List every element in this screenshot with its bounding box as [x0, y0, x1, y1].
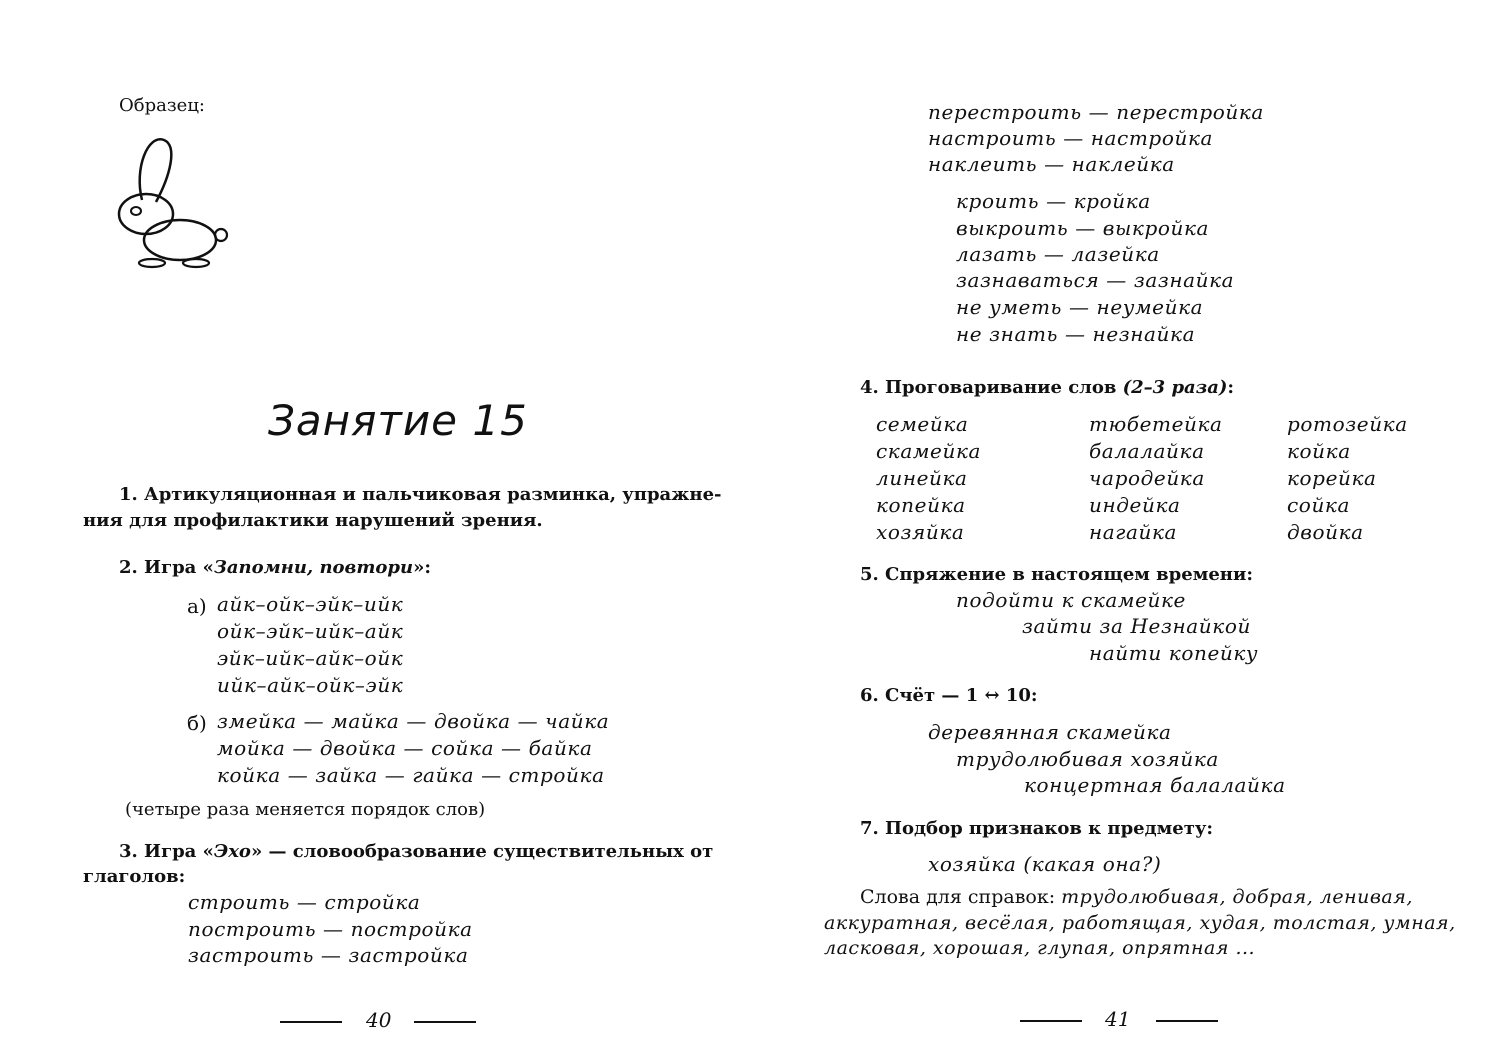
item7-ref-line1	[860, 886, 1413, 908]
word-pair: перестроить — перестройка	[928, 100, 1264, 124]
item2-prefix: 2. Игра «	[119, 557, 214, 578]
page-number: 41	[1105, 1007, 1131, 1031]
item3-suffix: » — словообразование существительных от	[250, 841, 714, 862]
item4-word: нагайка	[1089, 520, 1178, 544]
item6-line: трудолюбивая хозяйка	[956, 747, 1219, 771]
item7-ref-words: трудолюбивая, добрая, ленивая,	[1061, 886, 1413, 908]
item7-ref-line3: ласковая, хорошая, глупая, опрятная ...	[824, 937, 1256, 959]
footer-rule-right	[414, 1021, 476, 1023]
item4-word: семейка	[876, 412, 969, 436]
item5-line: подойти к скамейке	[956, 588, 1186, 612]
item4-title	[860, 377, 1234, 398]
item3-game: Эхо	[213, 841, 251, 862]
word-pair: не уметь — неумейка	[956, 295, 1204, 319]
item5-line: зайти за Незнайкой	[1022, 614, 1251, 638]
item2-b-line: змейка — майка — двойка — чайка	[217, 709, 610, 733]
word-pair: лазать — лазейка	[956, 242, 1160, 266]
item3-word: строить — стройка	[188, 890, 421, 914]
item2-suffix: »:	[413, 557, 432, 578]
item4-word: койка	[1287, 439, 1351, 463]
sample-label: Образец:	[119, 95, 205, 116]
item7-ref-label: Слова для справок:	[860, 886, 1062, 908]
lesson-title: Занятие 15	[268, 396, 528, 445]
item2-title	[119, 557, 431, 578]
item4-word: сойка	[1287, 493, 1350, 517]
item7-title: 7. Подбор признаков к предмету:	[860, 818, 1214, 839]
item4-title-italic: (2–3 раза)	[1122, 377, 1228, 398]
item6-line: деревянная скамейка	[928, 720, 1172, 744]
item1-line2: ния для профилактики нарушений зрения.	[83, 510, 543, 531]
item4-word: корейка	[1287, 466, 1377, 490]
item2-a-label: а)	[187, 594, 207, 618]
left-page	[0, 0, 744, 1045]
item4-word: линейка	[876, 466, 968, 490]
item2-a-line: ойк–эйк–ийк–айк	[217, 619, 404, 643]
rabbit-drawing	[108, 128, 238, 273]
word-pair: наклеить — наклейка	[928, 152, 1175, 176]
item7-question: хозяйка (какая она?)	[928, 852, 1162, 876]
item2-b-line: мойка — двойка — сойка — байка	[217, 736, 593, 760]
item4-word: балалайка	[1089, 439, 1205, 463]
item2-a-line: айк–ойк–эйк–ийк	[217, 592, 404, 616]
item4-word: тюбетейка	[1089, 412, 1223, 436]
item2-b-line: койка — зайка — гайка — стройка	[217, 763, 605, 787]
item1-line1: 1. Артикуляционная и пальчиковая разминка, упражне-	[119, 484, 722, 505]
item3-word: построить — постройка	[188, 917, 473, 941]
item2-b-label: б)	[187, 711, 207, 735]
word-pair: кроить — кройка	[956, 189, 1151, 213]
item4-word: индейка	[1089, 493, 1181, 517]
item4-word: двойка	[1287, 520, 1364, 544]
item3-title	[119, 841, 713, 862]
item4-word: ротозейка	[1287, 412, 1408, 436]
item2-a-line: ийк–айк–ойк–эйк	[217, 673, 404, 697]
word-pair: зазнаваться — зазнайка	[956, 268, 1235, 292]
word-pair: не знать — незнайка	[956, 322, 1196, 346]
item4-word: чародейка	[1089, 466, 1205, 490]
word-pair: выкроить — выкройка	[956, 216, 1210, 240]
item5-title: 5. Спряжение в настоящем времени:	[860, 564, 1253, 585]
item6-title: 6. Счёт — 1 ↔ 10:	[860, 685, 1038, 706]
item7-ref-line2: аккуратная, весёлая, работящая, худая, толстая, умная,	[824, 912, 1456, 934]
word-pair: настроить — настройка	[928, 126, 1214, 150]
footer-rule-left	[280, 1021, 342, 1023]
item6-line: концертная балалайка	[1024, 773, 1286, 797]
item4-word: скамейка	[876, 439, 982, 463]
page-number: 40	[366, 1008, 392, 1032]
item2-note: (четыре раза меняется порядок слов)	[125, 799, 486, 820]
item4-title-text: 4. Проговаривание слов	[860, 377, 1123, 398]
item5-line: найти копейку	[1089, 641, 1259, 665]
item3-prefix: 3. Игра «	[119, 841, 214, 862]
item3-word: застроить — застройка	[188, 943, 469, 967]
right-page	[744, 0, 1489, 1045]
item2-a-line: эйк–ийк–айк–ойк	[217, 646, 404, 670]
item2-game: Запомни, повтори	[213, 557, 414, 578]
item3-line2: глаголов:	[83, 866, 186, 887]
footer-rule-left	[1020, 1020, 1082, 1022]
footer-rule-right	[1156, 1020, 1218, 1022]
item4-word: хозяйка	[876, 520, 965, 544]
item4-title-end: :	[1227, 377, 1235, 398]
item4-word: копейка	[876, 493, 966, 517]
